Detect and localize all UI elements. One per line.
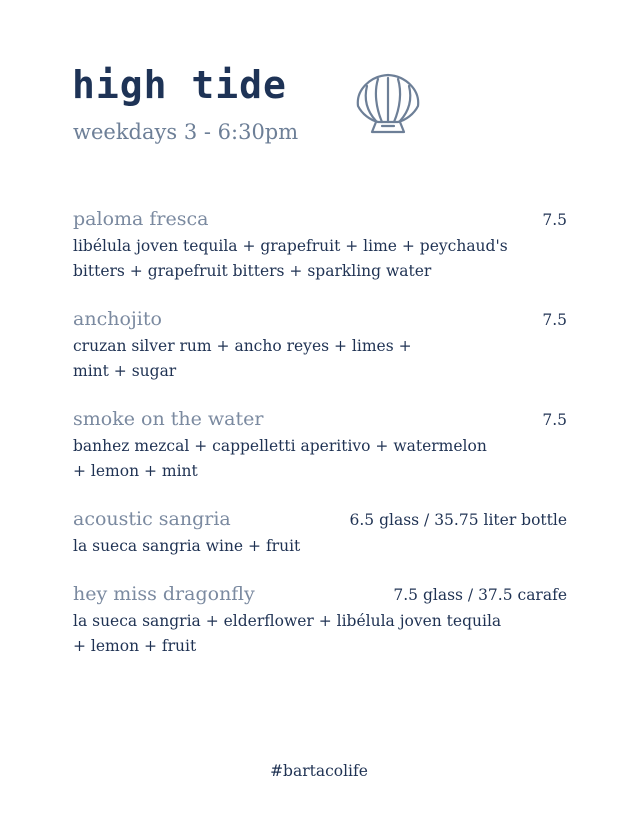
item-name: anchojito <box>73 308 162 330</box>
item-description-line: bitters + grapefruit bitters + sparkling water <box>73 262 432 280</box>
item-name: hey miss dragonfly <box>73 583 255 605</box>
menu-item-hey-miss-dragonfly <box>73 583 567 659</box>
item-description-line: banhez mezcal + cappelletti aperitivo + watermelon <box>73 437 487 455</box>
item-price: 7.5 <box>542 311 567 329</box>
item-description-line: + lemon + fruit <box>73 637 197 655</box>
item-description-line: + lemon + mint <box>73 462 198 480</box>
item-description <box>73 534 567 559</box>
item-description-line: la sueca sangria wine + fruit <box>73 537 301 555</box>
item-description-line: cruzan silver rum + ancho reyes + limes + <box>73 337 412 355</box>
menu-item-acoustic-sangria <box>73 508 567 559</box>
item-description-line: libélula joven tequila + grapefruit + lime + peychaud's <box>73 237 508 255</box>
item-price: 7.5 glass / 37.5 carafe <box>393 586 567 604</box>
item-description <box>73 234 567 284</box>
menu-item-paloma-fresca <box>73 208 567 284</box>
menu-item-smoke-on-the-water <box>73 408 567 484</box>
item-name: smoke on the water <box>73 408 264 430</box>
item-description-line: la sueca sangria + elderflower + libélula joven tequila <box>73 612 502 630</box>
item-price: 6.5 glass / 35.75 liter bottle <box>349 511 567 529</box>
item-name: paloma fresca <box>73 208 209 230</box>
item-description <box>73 609 567 659</box>
seashell-icon <box>352 70 424 136</box>
item-price: 7.5 <box>542 211 567 229</box>
item-price: 7.5 <box>542 411 567 429</box>
item-description-line: mint + sugar <box>73 362 177 380</box>
item-description <box>73 334 567 384</box>
menu-title: high tide <box>72 63 287 107</box>
item-description <box>73 434 567 484</box>
menu-item-anchojito <box>73 308 567 384</box>
item-name: acoustic sangria <box>73 508 231 530</box>
footer-hashtag: #bartacolife <box>270 762 368 780</box>
menu-hours: weekdays 3 - 6:30pm <box>73 120 299 144</box>
